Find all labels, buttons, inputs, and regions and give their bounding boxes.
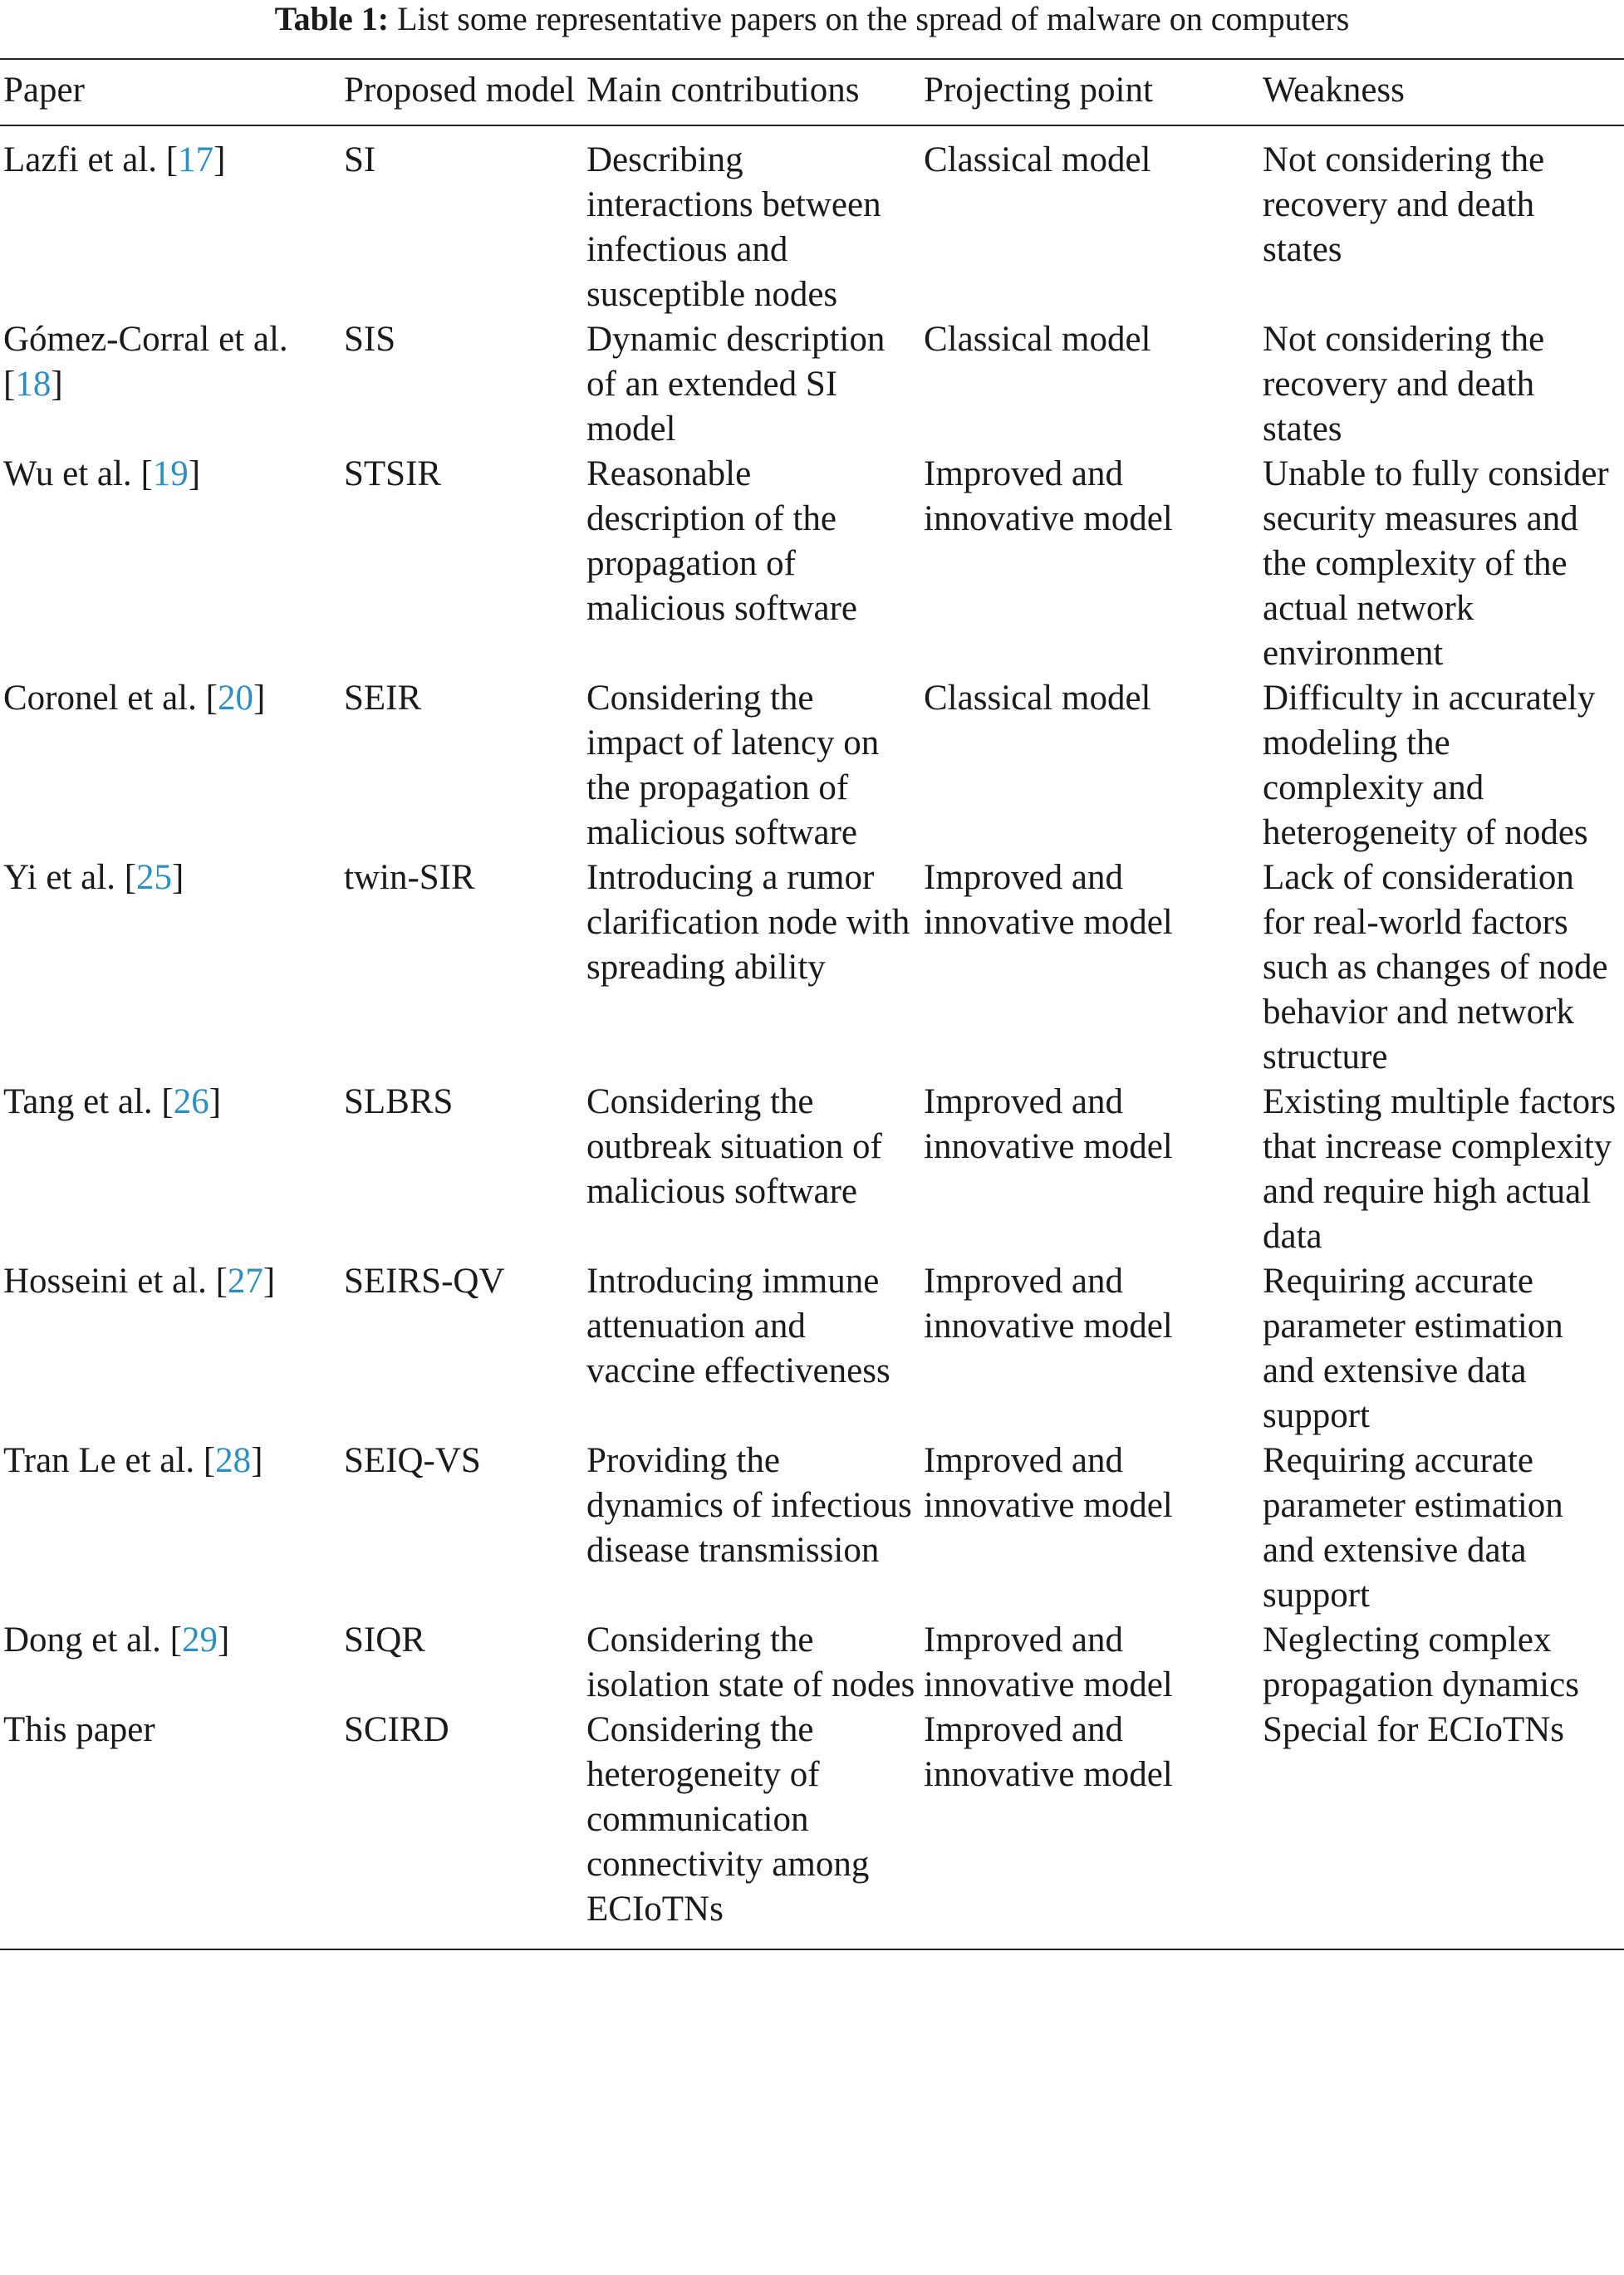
citation-link[interactable]: 19: [152, 454, 189, 493]
table-caption: [0, 0, 1624, 58]
cell-main-contribution: Considering the isolation state of nodes: [586, 1620, 915, 1704]
table-row: [0, 1618, 1624, 1708]
cell-proposed-model: SEIR: [344, 679, 422, 718]
table-row: [0, 1439, 1624, 1618]
paper-author: This paper: [3, 1710, 155, 1749]
cell-proposed-model: SLBRS: [344, 1082, 454, 1121]
citation-link[interactable]: 29: [181, 1620, 218, 1660]
citation-link[interactable]: 25: [136, 858, 173, 897]
header-weakness: Weakness: [1263, 71, 1405, 110]
cell-main-contribution: Considering the impact of latency on the propagation of malicious software: [586, 679, 880, 852]
paper-author: Tran Le et al.: [3, 1441, 195, 1480]
papers-table: [0, 58, 1624, 1950]
cell-weakness: Not considering the recovery and death states: [1263, 140, 1545, 269]
cell-main-contribution: Considering the outbreak situation of malicious software: [586, 1082, 882, 1211]
cell-main-contribution: Introducing a rumor clarification node with spreading ability: [586, 858, 910, 987]
paper-author: Dong et al.: [3, 1620, 161, 1660]
cell-weakness: Difficulty in accurately modeling the complexity and heterogeneity of nodes: [1263, 679, 1596, 852]
cell-weakness: Not considering the recovery and death states: [1263, 320, 1545, 449]
cell-paper: Gómez-Corral et al. [18]: [3, 320, 288, 404]
cell-weakness: Lack of consideration for real-world factors such as changes of node behavior and network structure: [1263, 858, 1608, 1076]
cell-projecting-point: Classical model: [924, 140, 1151, 179]
cell-paper: Wu et al. [19]: [3, 454, 201, 493]
citation-link[interactable]: 28: [215, 1441, 252, 1480]
table-row: [0, 452, 1624, 676]
table-body: [0, 125, 1624, 1949]
header-row: [0, 59, 1624, 125]
citation-link[interactable]: 18: [15, 365, 52, 404]
cell-proposed-model: SI: [344, 140, 376, 179]
table-row: [0, 856, 1624, 1080]
header-paper: Paper: [3, 71, 85, 110]
caption-text: List some representative papers on the spread of malware on computers: [397, 0, 1350, 37]
cell-projecting-point: Improved and innovative model: [924, 1620, 1173, 1704]
paper-author: Yi et al.: [3, 858, 115, 897]
cell-projecting-point: Improved and innovative model: [924, 1082, 1173, 1166]
cell-main-contribution: Describing interactions between infectious and susceptible nodes: [586, 140, 881, 314]
cell-proposed-model: SIQR: [344, 1620, 425, 1660]
cell-proposed-model: SEIRS-QV: [344, 1262, 505, 1301]
table-row: [0, 676, 1624, 856]
table-row: [0, 317, 1624, 452]
header-projecting-point: Projecting point: [924, 71, 1153, 110]
table-row: [0, 125, 1624, 317]
cell-projecting-point: Classical model: [924, 320, 1151, 359]
cell-paper: Tran Le et al. [28]: [3, 1441, 263, 1480]
cell-proposed-model: STSIR: [344, 454, 442, 493]
paper-author: Hosseini et al.: [3, 1262, 207, 1301]
paper-author: Lazfi et al.: [3, 140, 158, 179]
paper-author: Tang et al.: [3, 1082, 153, 1121]
cell-proposed-model: SIS: [344, 320, 396, 359]
cell-weakness: Neglecting complex propagation dynamics: [1263, 1620, 1579, 1704]
table-row: [0, 1708, 1624, 1949]
cell-projecting-point: Improved and innovative model: [924, 1710, 1173, 1794]
paper-author: Coronel et al.: [3, 679, 197, 718]
cell-main-contribution: Introducing immune attenuation and vaccine effectiveness: [586, 1262, 891, 1390]
cell-paper: Yi et al. [25]: [3, 858, 184, 897]
cell-main-contribution: Dynamic description of an extended SI model: [586, 320, 886, 449]
cell-weakness: Requiring accurate parameter estimation and extensive data support: [1263, 1441, 1563, 1615]
header-proposed-model: Proposed model: [344, 71, 576, 110]
cell-projecting-point: Classical model: [924, 679, 1151, 718]
citation-link[interactable]: 20: [217, 679, 253, 718]
cell-weakness: Special for ECIoTNs: [1263, 1710, 1565, 1749]
table-row: [0, 1259, 1624, 1439]
cell-proposed-model: twin-SIR: [344, 858, 475, 897]
paper-author: Gómez-Corral et al.: [3, 320, 288, 359]
cell-main-contribution: Considering the heterogeneity of communication connectivity among ECIoTNs: [586, 1710, 870, 1929]
cell-paper: Dong et al. [29]: [3, 1620, 230, 1660]
cell-projecting-point: Improved and innovative model: [924, 454, 1173, 538]
table-row: [0, 1080, 1624, 1259]
cell-projecting-point: Improved and innovative model: [924, 1262, 1173, 1346]
citation-link[interactable]: 27: [227, 1262, 263, 1301]
cell-paper: Hosseini et al. [27]: [3, 1262, 276, 1301]
cell-projecting-point: Improved and innovative model: [924, 858, 1173, 942]
cell-paper: Lazfi et al. [17]: [3, 140, 226, 179]
cell-main-contribution: Providing the dynamics of infectious disease transmission: [586, 1441, 912, 1570]
cell-paper: [0, 1708, 341, 1949]
header-main-contributions: Main contributions: [586, 71, 860, 110]
caption-label: Table 1:: [274, 0, 390, 37]
cell-paper: Coronel et al. [20]: [3, 679, 266, 718]
cell-main-contribution: Reasonable description of the propagation of malicious software: [586, 454, 857, 628]
cell-weakness: Requiring accurate parameter estimation and extensive data support: [1263, 1262, 1563, 1435]
cell-paper: Tang et al. [26]: [3, 1082, 222, 1121]
cell-weakness: Existing multiple factors that increase complexity and require high actual data: [1263, 1082, 1617, 1256]
cell-projecting-point: Improved and innovative model: [924, 1441, 1173, 1525]
paper-author: Wu et al.: [3, 454, 132, 493]
cell-weakness: Unable to fully consider security measures and the complexity of the actual network environment: [1263, 454, 1609, 673]
cell-proposed-model: SEIQ-VS: [344, 1441, 481, 1480]
citation-link[interactable]: 17: [178, 140, 214, 179]
cell-proposed-model: SCIRD: [344, 1710, 449, 1749]
citation-link[interactable]: 26: [173, 1082, 209, 1121]
